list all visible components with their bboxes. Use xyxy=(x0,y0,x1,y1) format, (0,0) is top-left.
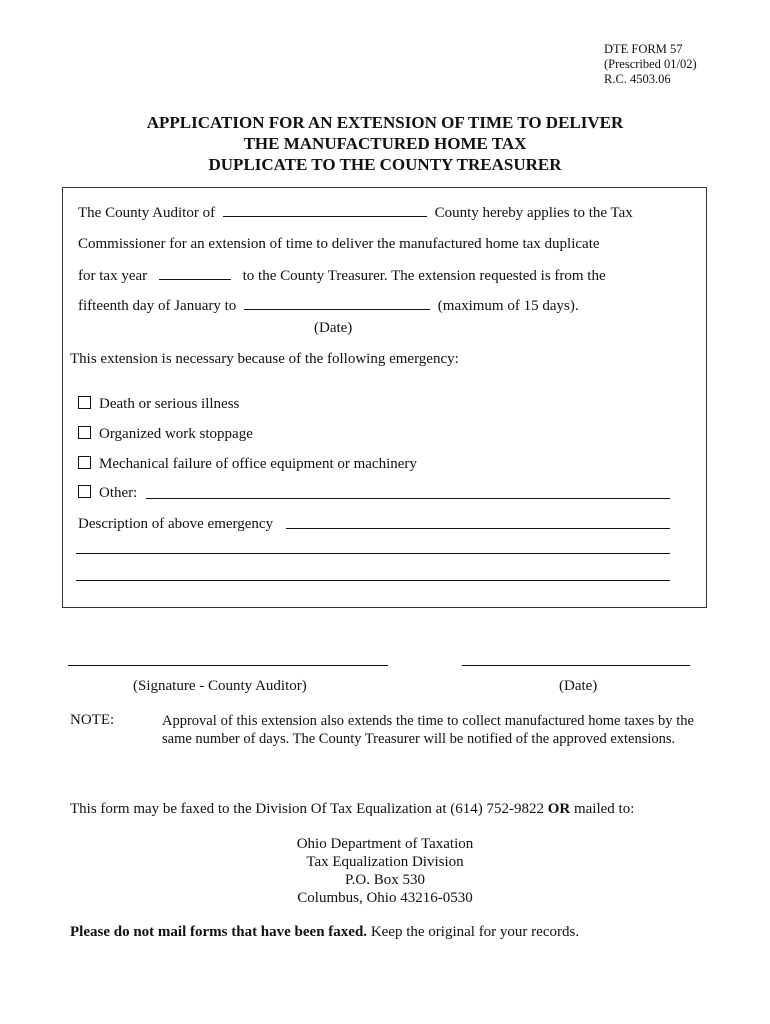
footer-warning: Please do not mail forms that have been faxed. xyxy=(70,924,368,940)
checkbox[interactable] xyxy=(78,456,91,469)
auditor-signature-field[interactable] xyxy=(68,665,388,666)
tax-year-field[interactable] xyxy=(159,278,231,280)
tax-year-line xyxy=(78,268,606,285)
auditor-prefix: The County Auditor of xyxy=(78,205,216,221)
checkbox[interactable] xyxy=(78,426,91,439)
note-label: NOTE: xyxy=(70,712,115,728)
description-field-3[interactable] xyxy=(76,580,670,581)
tax-year-suffix: to the County Treasurer. The extension requested is from the xyxy=(242,268,606,284)
county-name-field[interactable] xyxy=(223,215,427,217)
option-label: Mechanical failure of office equipment or machinery xyxy=(99,456,417,472)
form-title xyxy=(0,112,770,175)
other-field[interactable] xyxy=(146,498,670,499)
extension-date-line xyxy=(78,298,579,315)
address-line-3: P.O. Box 530 xyxy=(344,872,426,888)
fax-suffix: mailed to: xyxy=(573,801,635,817)
option-work-stoppage[interactable] xyxy=(78,426,253,443)
option-equipment-failure[interactable] xyxy=(78,456,417,473)
footer-keep-original: Keep the original for your records. xyxy=(370,924,580,940)
auditor-suffix: County hereby applies to the Tax xyxy=(434,205,633,221)
fax-prefix: This form may be faxed to the Division Of Tax Equalization at (614) 752-9822 xyxy=(70,801,544,817)
note-text: Approval of this extension also extends the time to collect manufactured home taxes by the same number of days. The County Treasurer will be notified of the approved extensions. xyxy=(162,713,694,747)
description-label: Description of above emergency xyxy=(78,516,274,532)
title-line-2: THE MANUFACTURED HOME TAX xyxy=(243,134,527,153)
title-line-1: APPLICATION FOR AN EXTENSION OF TIME TO DELIVER xyxy=(146,113,624,132)
emergency-intro: This extension is necessary because of the following emergency: xyxy=(70,351,459,367)
description-field-2[interactable] xyxy=(76,553,670,554)
tax-year-prefix: for tax year xyxy=(78,268,148,284)
form-number: DTE FORM 57 xyxy=(604,42,683,56)
mailing-address xyxy=(0,835,770,907)
form-prescribed-date: (Prescribed 01/02) xyxy=(604,57,697,71)
footer-note xyxy=(70,924,579,941)
signature-date-caption: (Date) xyxy=(559,678,598,694)
signature-caption: (Signature - County Auditor) xyxy=(133,678,307,694)
title-line-3: DUPLICATE TO THE COUNTY TREASURER xyxy=(208,155,562,174)
date-caption: (Date) xyxy=(314,320,353,336)
form-identifier xyxy=(604,42,697,87)
address-line-2: Tax Equalization Division xyxy=(306,854,464,870)
extension-request-line: Commissioner for an extension of time to deliver the manufactured home tax duplicate xyxy=(78,236,600,252)
option-death-illness[interactable] xyxy=(78,396,239,413)
extension-date-field[interactable] xyxy=(244,308,430,310)
fax-instructions xyxy=(70,801,634,818)
fax-or: OR xyxy=(547,801,571,817)
signature-date-field[interactable] xyxy=(462,665,690,666)
option-label: Death or serious illness xyxy=(99,396,240,412)
form-revised-code: R.C. 4503.06 xyxy=(604,72,671,86)
checkbox[interactable] xyxy=(78,485,91,498)
fifteenth-prefix: fifteenth day of January to xyxy=(78,298,237,314)
option-other[interactable] xyxy=(78,485,137,502)
option-label: Organized work stoppage xyxy=(99,426,253,442)
option-label: Other: xyxy=(99,485,138,501)
checkbox[interactable] xyxy=(78,396,91,409)
auditor-line xyxy=(78,205,633,222)
fifteenth-suffix: (maximum of 15 days). xyxy=(437,298,579,314)
address-line-1: Ohio Department of Taxation xyxy=(296,836,474,852)
description-field-1[interactable] xyxy=(286,528,670,529)
address-line-4: Columbus, Ohio 43216-0530 xyxy=(297,890,473,906)
